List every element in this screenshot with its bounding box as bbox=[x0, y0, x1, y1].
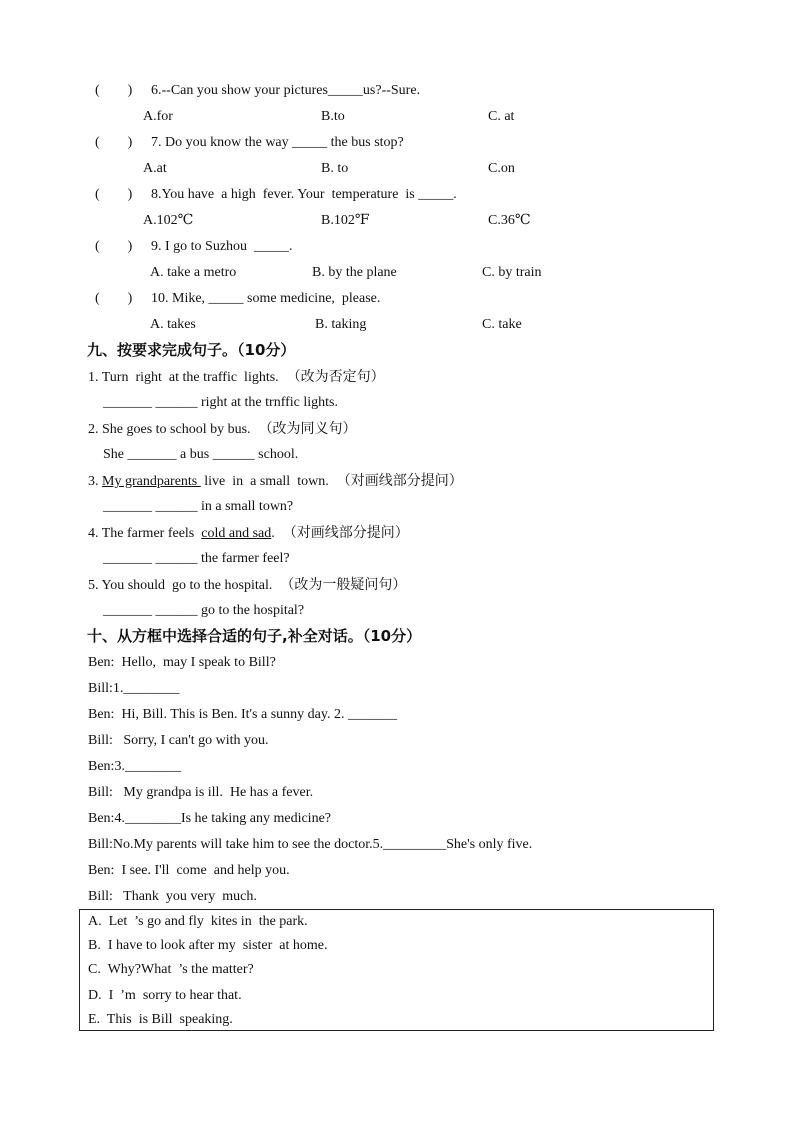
question-text: 4. The farmer feels bbox=[88, 526, 202, 541]
question-text-rest: live in a small town. bbox=[200, 474, 329, 489]
dialogue-line[interactable]: Bill:No.My parents will take him to see the doctor.5._________She's only five. bbox=[88, 837, 533, 852]
answer-paren[interactable]: ( ) bbox=[95, 187, 133, 202]
option-c: C. by train bbox=[482, 265, 542, 280]
option-a: A.at bbox=[143, 161, 167, 176]
question-stem: 7. Do you know the way _____ the bus stop? bbox=[151, 135, 404, 150]
question-stem: 10. Mike, _____ some medicine, please. bbox=[151, 291, 381, 306]
dialogue-line: Ben: Hello, may I speak to Bill? bbox=[88, 655, 276, 670]
rewrite-question bbox=[88, 472, 463, 491]
option-a: A.for bbox=[143, 109, 173, 124]
option-b: B.102℉ bbox=[321, 213, 370, 228]
question-stem: 6.--Can you show your pictures_____us?--Sure. bbox=[151, 83, 421, 98]
question-text: 1. Turn right at the traffic lights. bbox=[88, 370, 279, 385]
dialogue-line[interactable]: Ben: Hi, Bill. This is Ben. It's a sunny day. 2. _______ bbox=[88, 707, 397, 722]
instruction-note: （改为一般疑问句） bbox=[280, 577, 407, 593]
option-a: A.102℃ bbox=[143, 213, 194, 228]
instruction-note: （对画线部分提问） bbox=[282, 525, 409, 541]
dialogue-line[interactable]: Bill:1.________ bbox=[88, 681, 180, 696]
answer-line[interactable]: _______ ______ go to the hospital? bbox=[103, 603, 305, 618]
option-a: A. take a metro bbox=[150, 265, 237, 280]
answer-line[interactable]: She _______ a bus ______ school. bbox=[103, 447, 299, 462]
question-stem: 8.You have a high fever. Your temperature is _____. bbox=[151, 187, 457, 202]
option-item: A. Let ’s go and fly kites in the park. bbox=[88, 914, 308, 929]
dialogue-line: Bill: My grandpa is ill. He has a fever. bbox=[88, 785, 314, 800]
rewrite-question bbox=[88, 368, 385, 387]
options-box bbox=[79, 909, 714, 1031]
instruction-note: （对画线部分提问） bbox=[336, 473, 463, 489]
option-b: B. taking bbox=[315, 317, 367, 332]
rewrite-question bbox=[88, 576, 406, 595]
option-c: C.36℃ bbox=[488, 213, 531, 228]
instruction-note: （改为否定句） bbox=[286, 369, 385, 385]
answer-paren[interactable]: ( ) bbox=[95, 135, 133, 150]
option-b: B. to bbox=[321, 161, 349, 176]
option-a: A. takes bbox=[150, 317, 196, 332]
answer-paren[interactable]: ( ) bbox=[95, 239, 133, 254]
section-heading: 十、从方框中选择合适的句子,补全对话。（10分） bbox=[87, 627, 422, 645]
answer-line[interactable]: _______ ______ the farmer feel? bbox=[103, 551, 290, 566]
option-c: C.on bbox=[488, 161, 515, 176]
answer-paren[interactable]: ( ) bbox=[95, 291, 133, 306]
option-item: E. This is Bill speaking. bbox=[88, 1012, 233, 1027]
dialogue-line: Bill: Thank you very much. bbox=[88, 889, 257, 904]
option-b: B.to bbox=[321, 109, 345, 124]
underlined-phrase: My grandparents bbox=[102, 474, 201, 489]
question-text: 3. bbox=[88, 474, 102, 489]
question-text-rest: . bbox=[271, 526, 275, 541]
answer-line[interactable]: _______ ______ in a small town? bbox=[103, 499, 294, 514]
dialogue-line[interactable]: Ben:4.________Is he taking any medicine? bbox=[88, 811, 331, 826]
answer-line[interactable]: _______ ______ right at the trnffic lights. bbox=[103, 395, 338, 410]
answer-paren[interactable]: ( ) bbox=[95, 83, 133, 98]
option-b: B. by the plane bbox=[312, 265, 397, 280]
rewrite-question bbox=[88, 524, 409, 543]
dialogue-line[interactable]: Ben:3.________ bbox=[88, 759, 181, 774]
option-c: C. at bbox=[488, 109, 515, 124]
dialogue-line: Bill: Sorry, I can't go with you. bbox=[88, 733, 269, 748]
option-c: C. take bbox=[482, 317, 522, 332]
option-item: C. Why?What ’s the matter? bbox=[88, 962, 254, 977]
option-item: D. I ’m sorry to hear that. bbox=[88, 988, 242, 1003]
dialogue-line: Ben: I see. I'll come and help you. bbox=[88, 863, 290, 878]
rewrite-question bbox=[88, 420, 357, 439]
question-text: 2. She goes to school by bus. bbox=[88, 422, 251, 437]
instruction-note: （改为同义句） bbox=[258, 421, 357, 437]
underlined-phrase: cold and sad bbox=[201, 526, 272, 541]
question-text: 5. You should go to the hospital. bbox=[88, 578, 273, 593]
section-heading: 九、按要求完成句子。（10分） bbox=[87, 341, 296, 359]
option-item: B. I have to look after my sister at home. bbox=[88, 938, 328, 953]
question-stem: 9. I go to Suzhou _____. bbox=[151, 239, 293, 254]
